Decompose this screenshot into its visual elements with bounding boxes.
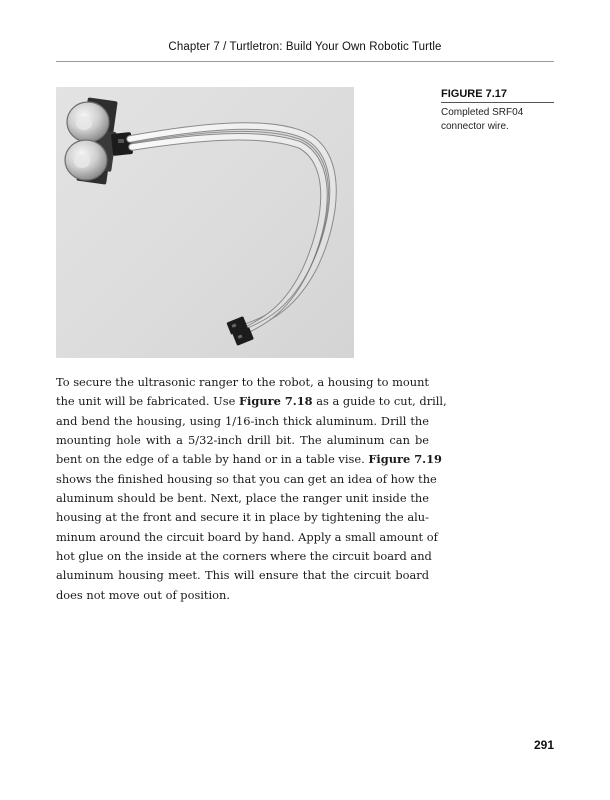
figure-reference: Figure 7.19 — [368, 452, 442, 467]
figure-caption-line: connector wire. — [441, 121, 509, 132]
srf04-sensor-board — [65, 97, 118, 184]
running-head: Chapter 7 / Turtletron: Build Your Own Robotic Turtle — [168, 41, 442, 53]
body-text-line — [56, 470, 437, 489]
body-text-line — [56, 392, 447, 411]
ribbon-wire — [130, 126, 333, 331]
body-text-run: and bend the housing, using 1/16-inch thick aluminum. Drill the — [56, 413, 429, 428]
body-text-line — [56, 586, 429, 605]
figure-label: FIGURE 7.17 — [441, 88, 508, 100]
figure-reference: Figure 7.18 — [238, 394, 313, 409]
header-divider — [56, 61, 554, 62]
body-paragraph — [56, 373, 447, 605]
figure-photo-srf04-connector-wire — [56, 87, 354, 358]
body-text-run: as a guide to cut, drill, — [312, 394, 447, 409]
body-text-line — [56, 412, 429, 431]
body-text-run: To secure the ultrasonic ranger to the robot, a housing to mount — [56, 375, 429, 389]
figure-caption — [441, 106, 554, 134]
page-number: 291 — [533, 738, 554, 752]
body-text-run: housing at the front and secure it in place by tightening the alu- — [56, 510, 429, 525]
figure-label-divider — [441, 102, 554, 103]
body-text-line — [56, 566, 429, 585]
body-text-line — [56, 508, 429, 527]
body-text-run: aluminum should be bent. Next, place the ranger unit inside the — [56, 491, 429, 506]
body-text-run: minum around the circuit board by hand. Apply a small amount of — [56, 529, 438, 544]
body-text-run: the unit will be fabricated. Use — [56, 394, 239, 409]
body-text-line — [56, 528, 438, 547]
body-text-run: does not move out of position. — [56, 587, 230, 602]
body-text-run: bent on the edge of a table by hand or in a table vise. — [56, 452, 369, 467]
body-text-line — [56, 450, 442, 469]
body-text-run: aluminum housing meet. This will ensure that the circuit board — [56, 568, 429, 583]
body-text-line — [56, 489, 429, 508]
figure-caption-line: Completed SRF04 — [441, 107, 524, 118]
body-text-line — [56, 431, 429, 450]
body-text-line — [56, 547, 432, 566]
end-connectors — [226, 316, 254, 346]
body-text-run: hot glue on the inside at the corners where the circuit board and — [56, 549, 432, 564]
body-text-line — [56, 373, 429, 392]
body-text-run: shows the finished housing so that you can get an idea of how the — [56, 471, 437, 486]
body-text-run: mounting hole with a 5/32-inch drill bit. The aluminum can be — [56, 433, 429, 448]
